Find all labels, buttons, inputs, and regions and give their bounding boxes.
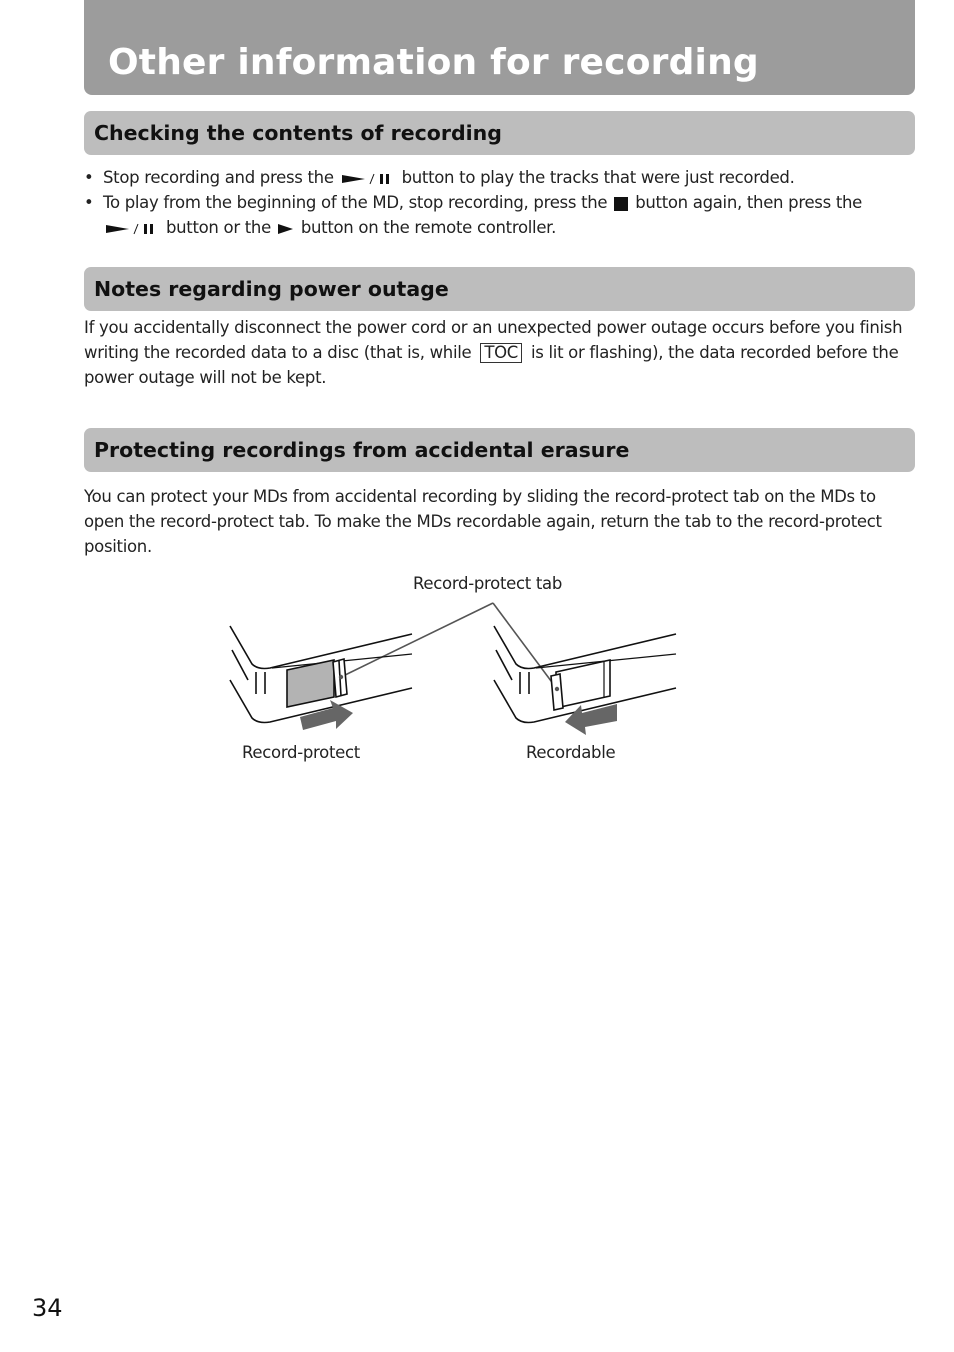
figure-label-tab: Record-protect tab	[413, 574, 563, 593]
bullet-text: button again, then press the	[635, 193, 863, 212]
figure-label-recordable: Recordable	[526, 743, 616, 762]
paragraph-text: If you accidentally disconnect the power cord or an unexpected power outage occurs before you finish writing the recorded data to a disc (that is, while	[84, 318, 903, 362]
paragraph-text: is lit or flashing), the data recorded before the power outage will not be kept.	[84, 343, 899, 387]
section-heading: Checking the contents of recording	[94, 121, 502, 145]
bullet-text: To play from the beginning of the MD, stop recording, press the	[103, 193, 608, 212]
bullet-text: Stop recording and press the	[103, 168, 334, 187]
page-title: Other information for recording	[108, 42, 759, 83]
bullet-text: button on the remote controller.	[300, 218, 557, 237]
page-number: 34	[32, 1294, 63, 1322]
bullet-text: button or the	[165, 218, 271, 237]
bullet-dot-icon: •	[84, 168, 94, 187]
figure-label-record-protect: Record-protect	[242, 743, 360, 762]
leader-lines	[341, 603, 557, 689]
md-cartridge-left	[230, 626, 412, 723]
toc-indicator: TOC	[480, 343, 522, 363]
section-heading: Notes regarding power outage	[94, 277, 449, 301]
bullet-text: button to play the tracks that were just recorded.	[401, 168, 795, 187]
paragraph-text: You can protect your MDs from accidental recording by sliding the record-protect tab on the MDs to open the record-protect tab. To make the MDs recordable again, return the tab to the record-protect position.	[84, 487, 882, 556]
section-heading: Protecting recordings from accidental erasure	[94, 438, 630, 462]
bullet-dot-icon: •	[84, 193, 94, 212]
